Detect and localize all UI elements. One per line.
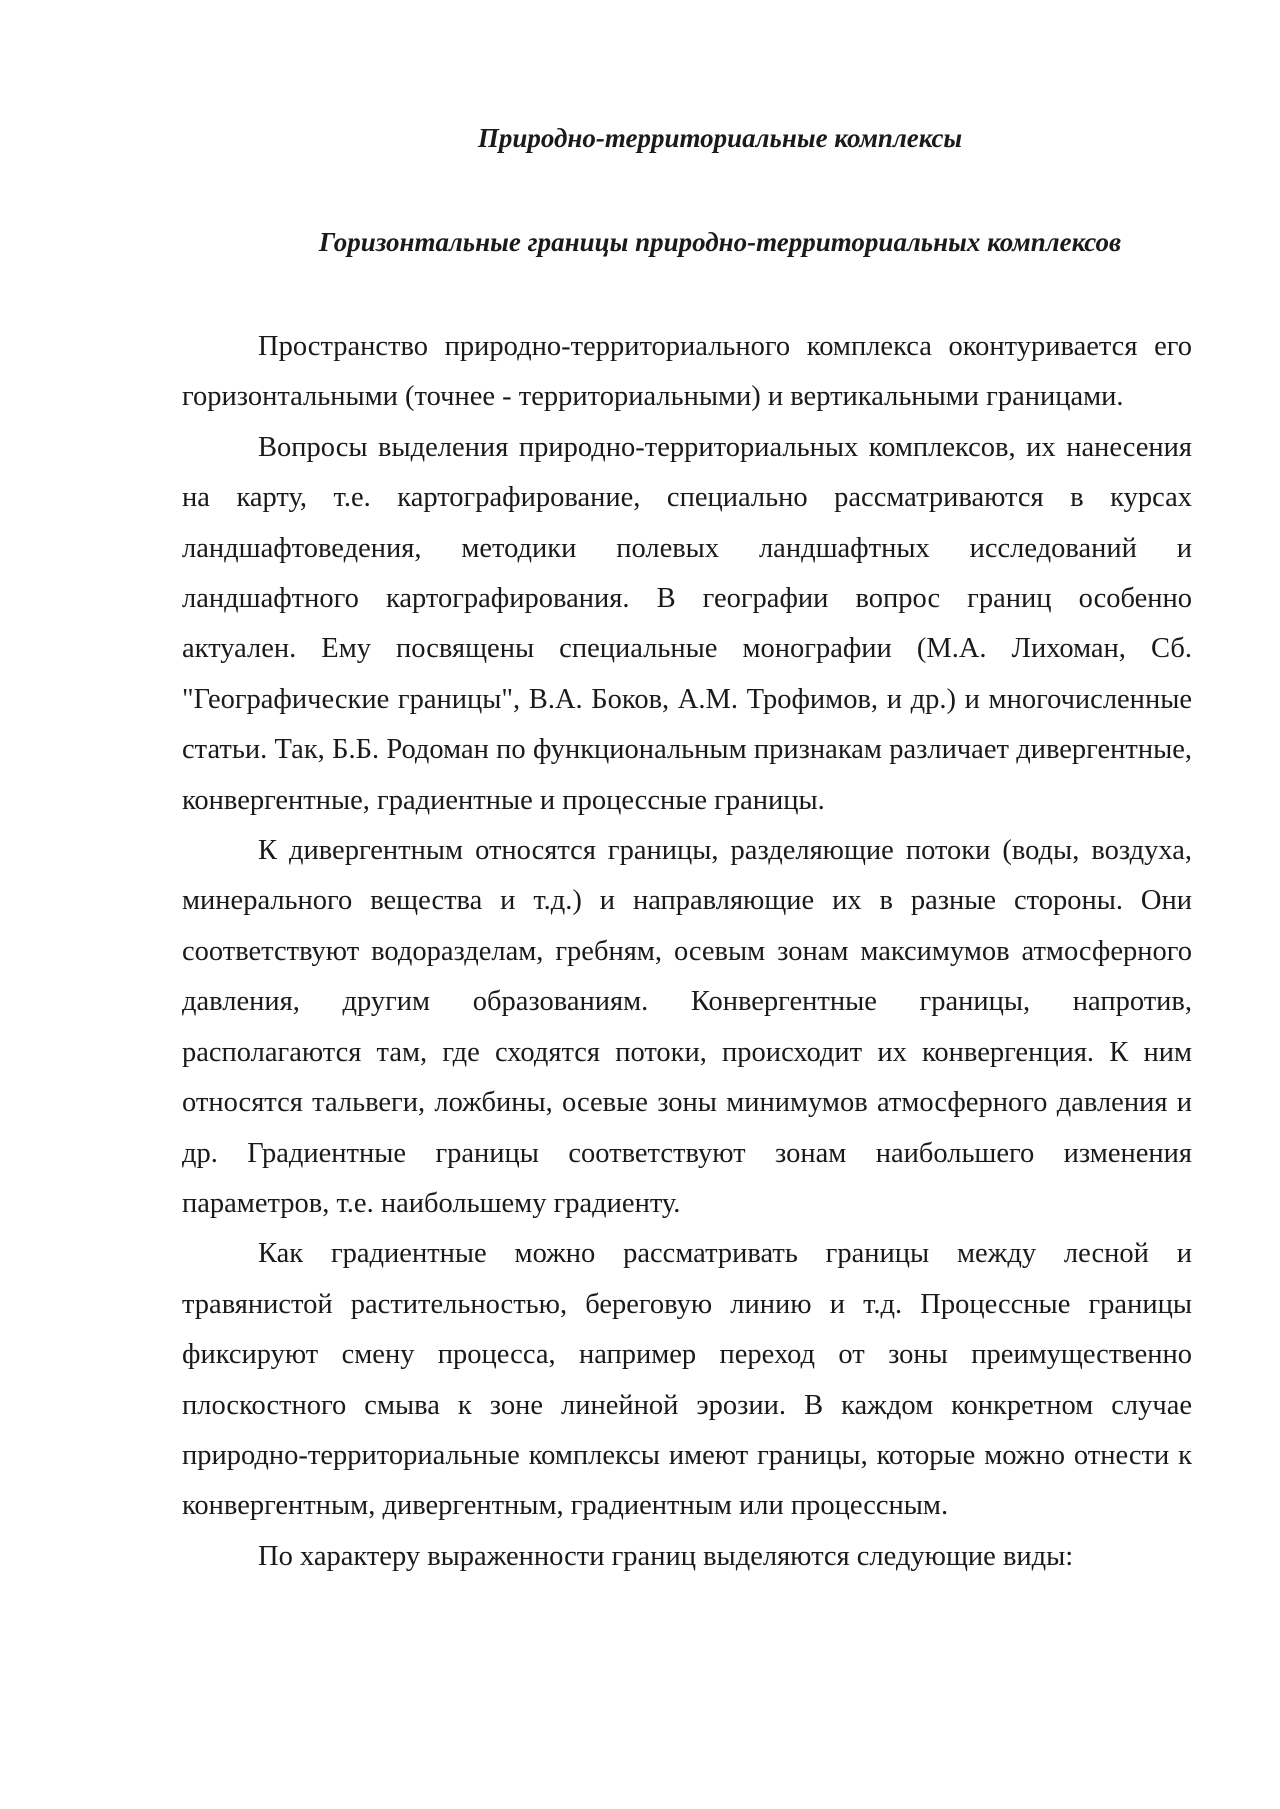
paragraph: К дивергентным относятся границы, разделяющие потоки (воды, воздуха, минерального вещества и т.д.) и направляющие их в разные стороны. Они соответствуют водоразделам, гребням, осевым зонам максимумов атмосферного давления, другим образованиям. Конвергентные границы, напротив, располагаются там, где сходятся потоки, происходит их конвергенция. К ним относятся тальвеги, ложбины, осевые зоны минимумов атмосферного давления и др. Градиентные границы соответствуют зонам наибольшего изменения параметров, т.е. наибольшему градиенту. [182,835,1192,1219]
paragraph: Пространство природно-территориального комплекса оконтуривается его горизонтальными (точнее - территориальными) и вертикальными границами. [182,331,1192,413]
document-body [182,322,1192,1582]
paragraph: Как градиентные можно рассматривать границы между лесной и травянистой растительностью, береговую линию и т.д. Процессные границы фиксируют смену процесса, например переход от зоны преимущественно плоскостного смыва к зоне линейной эрозии. В каждом конкретном случае природно-территориальные комплексы имеют границы, которые можно отнести к конвергентным, дивергентным, градиентным или процессным. [182,1238,1192,1522]
paragraph: По характеру выраженности границ выделяются следующие виды: [258,1540,1074,1572]
paragraph: Вопросы выделения природно-территориальных комплексов, их нанесения на карту, т.е. картографирование, специально рассматриваются в курсах ландшафтоведения, методики полевых ландшафтных исследований и ландшафтного картографирования. В географии вопрос границ особенно актуален. Ему посвящены специальные монографии (М.А. Лихоман, Сб. "Географические границы", В.А. Боков, А.М. Трофимов, и др.) и многочисленные статьи. Так, Б.Б. Родоман по функциональным признакам различает дивергентные, конвергентные, градиентные и процессные границы. [182,431,1192,816]
section-heading: Горизонтальные границы природно-территориальных комплексов [318,227,1122,257]
document-title: Природно-территориальные комплексы [477,123,963,153]
